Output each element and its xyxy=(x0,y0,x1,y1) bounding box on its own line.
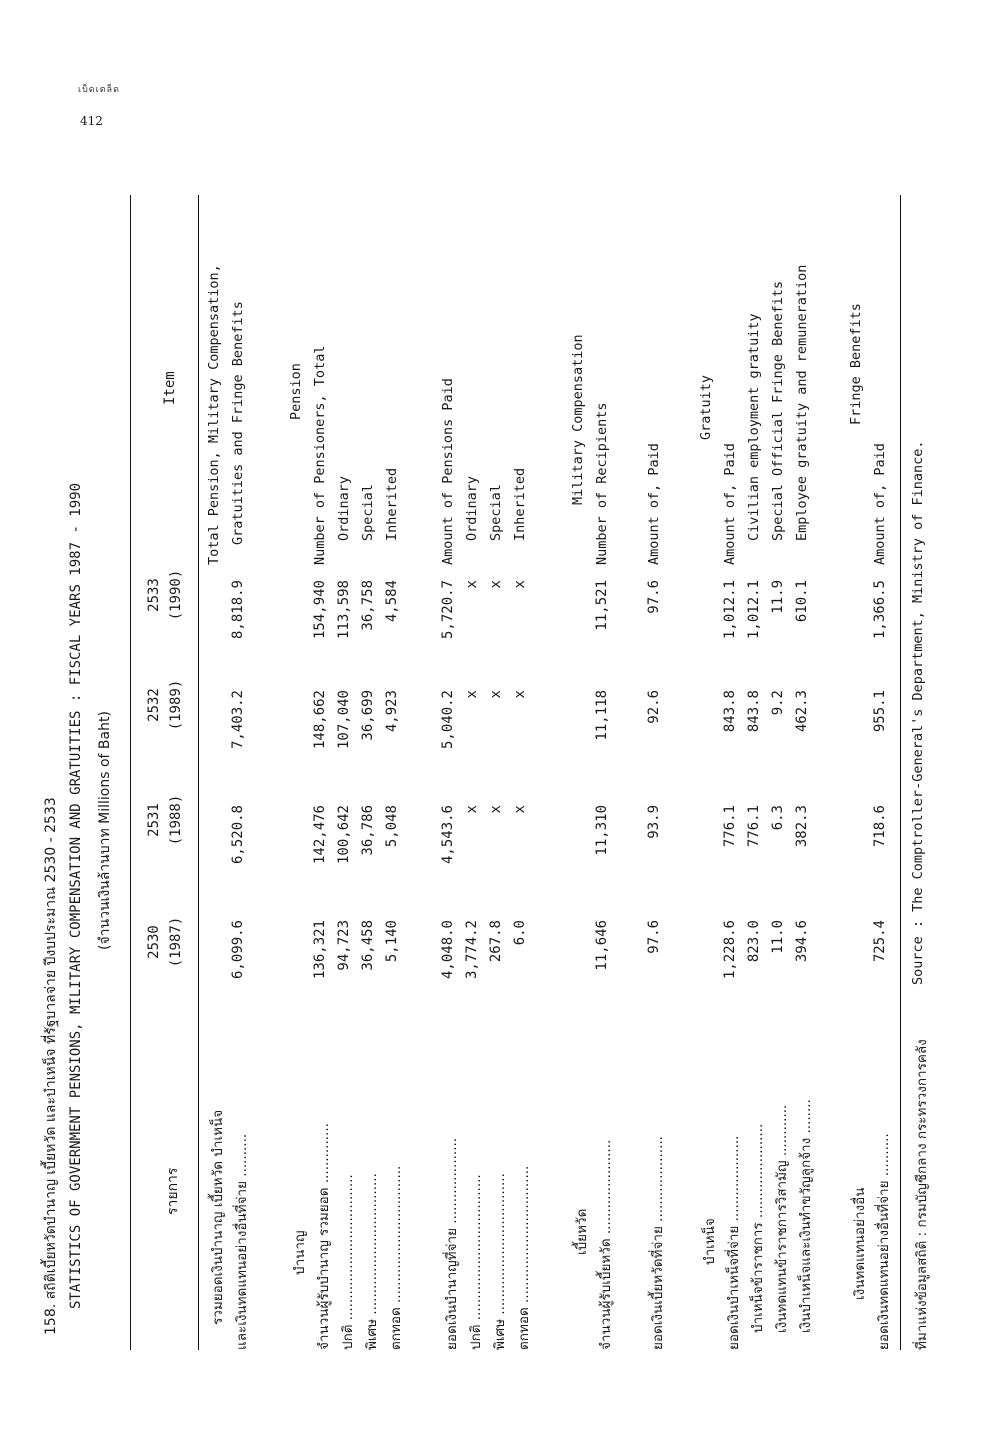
unit-note: (จำนวนเงินล้านบาท Millions of Baht) xyxy=(97,711,113,950)
gratuity-cell: 610.1 xyxy=(794,580,810,623)
running-head: เบ็ดเตล็ด xyxy=(78,85,120,95)
pension-cell: x xyxy=(488,580,504,589)
gratuity-row-en: Special Official Fringe Benefits xyxy=(770,280,786,541)
gratuity-row-en: Employee gratuity and remuneration xyxy=(794,264,810,541)
gratuity-cell: 1,012.1 xyxy=(722,580,738,640)
total-value-2: 6,520.8 xyxy=(230,805,246,865)
total-value-1: 6,099.6 xyxy=(230,920,246,980)
pension-heading-en: Pension xyxy=(288,363,304,420)
pension-row-en: Special xyxy=(360,484,376,541)
military-row-en: Amount of, Paid xyxy=(646,443,662,565)
pension-cell: 100,642 xyxy=(336,805,352,865)
pension-cell: 36,699 xyxy=(360,690,376,741)
gratuity-row-th: ยอดเงินบำเหน็จที่จ่าย .................... xyxy=(726,1135,742,1350)
page-number: 412 xyxy=(80,114,103,128)
military-heading-th: เบี้ยหวัด xyxy=(574,1208,590,1255)
pension-cell: 4,923 xyxy=(384,690,400,733)
title-en: STATISTICS OF GOVERNMENT PENSIONS, MILITARY COMPENSATION AND GRATUITIES : FISCAL YEARS 1987 - 1990 xyxy=(68,482,84,1309)
gratuity-cell: 11.0 xyxy=(770,920,786,954)
col-item-en: Item xyxy=(162,371,178,405)
top-rule xyxy=(130,195,131,1350)
military-cell: 11,646 xyxy=(594,920,610,971)
fringe-heading-th: เงินทดแทนอย่างอื่น xyxy=(852,1187,868,1300)
gratuity-cell: 776.1 xyxy=(746,805,762,848)
total-label-en-2: Gratuities and Fringe Benefits xyxy=(230,301,246,545)
pension-row-th: ปกติ .................................. xyxy=(340,1174,356,1350)
pension-row-en: Ordinary xyxy=(464,475,480,541)
col-year-3-ad: (1989) xyxy=(168,679,184,731)
gratuity-cell: 843.8 xyxy=(722,690,738,733)
pension-cell: 4,048.0 xyxy=(440,920,456,980)
col-year-4-ad: (1990) xyxy=(168,569,184,621)
pension-cell: 107,040 xyxy=(336,690,352,750)
gratuity-cell: 382.3 xyxy=(794,805,810,848)
military-cell: 11,310 xyxy=(594,805,610,856)
pension-cell: 5,040.2 xyxy=(440,690,456,750)
gratuity-row-th: บำเหน็จข้าราชการ ...................... xyxy=(750,1123,766,1333)
gratuity-heading-th: บำเหน็จ xyxy=(702,1218,718,1265)
pension-cell: x xyxy=(464,580,480,589)
gratuity-row-en: Civilian employment gratuity xyxy=(746,313,762,541)
gratuity-cell: 9.2 xyxy=(770,690,786,716)
pension-cell: 5,720.7 xyxy=(440,580,456,640)
rotated-table xyxy=(30,165,940,1405)
fringe-cell: 1,366.5 xyxy=(872,580,888,640)
pension-row-en: Ordinary xyxy=(336,475,352,541)
gratuity-cell: 6.3 xyxy=(770,805,786,831)
pension-row-en: Number of Pensioners, Total xyxy=(312,345,328,565)
pension-row-th: พิเศษ ................................. xyxy=(364,1173,380,1350)
pension-cell: 136,321 xyxy=(312,920,328,980)
pension-row-en: Special xyxy=(488,484,504,541)
military-row-en: Number of Recipients xyxy=(594,402,610,565)
military-row-th: จำนวนผู้รับเบี้ยหวัด ...................... xyxy=(598,1139,614,1350)
bottom-rule xyxy=(900,195,901,1350)
title-th: 158. สถิติเบี้ยหวัดบำนาญ เบี้ยหวัด และบำเหน็จ ที่รัฐบาลจ่าย ปีงบประมาณ 2530 - 2533 xyxy=(43,797,59,1335)
pension-cell: 4,584 xyxy=(384,580,400,623)
pension-cell: 3,774.2 xyxy=(464,920,480,980)
gratuity-cell: 776.1 xyxy=(722,805,738,848)
pension-cell: x xyxy=(488,805,504,814)
pension-row-en: Inherited xyxy=(512,467,528,541)
pension-row-th: ปกติ .................................. xyxy=(468,1174,484,1350)
pension-row-th: จำนวนผู้รับบำนาญ รวมยอด .............. xyxy=(316,1123,332,1350)
military-cell: 97.6 xyxy=(646,920,662,954)
pension-cell: 154,940 xyxy=(312,580,328,640)
fringe-row-en: Amount of, Paid xyxy=(872,443,888,565)
pension-row-th: ยอดเงินบำนาญที่จ่าย .................... xyxy=(444,1137,460,1350)
military-cell: 92.6 xyxy=(646,690,662,724)
col-year-2: 2531 xyxy=(146,803,162,837)
pension-row-th: พิเศษ ................................. xyxy=(492,1173,508,1350)
total-label-th-1: รวมยอดเงินบำนาญ เบี้ยหวัด บำเหน็จ xyxy=(210,1109,226,1325)
gratuity-cell: 843.8 xyxy=(746,690,762,733)
pension-row-en: Amount of Pensions Paid xyxy=(440,378,456,565)
pension-cell: x xyxy=(464,690,480,699)
gratuity-cell: 823.0 xyxy=(746,920,762,963)
total-label-en-1: Total Pension, Military Compensation, xyxy=(206,264,222,565)
pension-cell: 36,786 xyxy=(360,805,376,856)
col-year-1-ad: (1987) xyxy=(168,916,184,968)
gratuity-heading-en: Gratuity xyxy=(698,374,714,440)
pension-cell: 142,476 xyxy=(312,805,328,865)
gratuity-row-en: Amount of, Paid xyxy=(722,443,738,565)
gratuity-cell: 11.9 xyxy=(770,580,786,614)
pension-cell: x xyxy=(464,805,480,814)
pension-cell: x xyxy=(512,805,528,814)
military-row-th: ยอดเงินเบี้ยหวัดที่จ่าย .................... xyxy=(650,1136,666,1350)
pension-row-en: Inherited xyxy=(384,467,400,541)
military-cell: 11,118 xyxy=(594,690,610,741)
total-label-th-2: และเงินทดแทนอย่างอื่นที่จ่าย .......... xyxy=(234,1133,250,1350)
military-cell: 97.6 xyxy=(646,580,662,614)
col-year-1: 2530 xyxy=(146,925,162,959)
col-year-3: 2532 xyxy=(146,688,162,722)
pension-heading-th: บำนาญ xyxy=(292,1230,308,1275)
pension-cell: 148,662 xyxy=(312,690,328,750)
col-year-2-ad: (1988) xyxy=(168,794,184,846)
gratuity-cell: 462.3 xyxy=(794,690,810,733)
fringe-heading-en: Fringe Benefits xyxy=(848,303,864,425)
pension-cell: 113,598 xyxy=(336,580,352,640)
total-value-4: 8,818.9 xyxy=(230,580,246,640)
pension-cell: x xyxy=(512,580,528,589)
military-cell: 11,521 xyxy=(594,580,610,631)
pension-cell: 36,758 xyxy=(360,580,376,631)
source-en: Source : The Comptroller-General's Department, Ministry of Finance. xyxy=(910,440,926,985)
pension-cell: 6.0 xyxy=(512,920,528,946)
pension-row-th: ตกทอด ................................ xyxy=(388,1165,404,1350)
header-rule xyxy=(198,195,199,1350)
pension-cell: 5,048 xyxy=(384,805,400,848)
pension-cell: 36,458 xyxy=(360,920,376,971)
fringe-row-th: ยอดเงินทดแทนอย่างอื่นที่จ่าย .......... xyxy=(876,1133,892,1350)
gratuity-row-th: เงินบำเหน็จและเงินทำขวัญลูกจ้าง ........ xyxy=(798,1099,814,1333)
fringe-cell: 725.4 xyxy=(872,920,888,963)
gratuity-cell: 1,012.1 xyxy=(746,580,762,640)
fringe-cell: 718.6 xyxy=(872,805,888,848)
source-th: ที่มาแห่งข้อมูลสถิติ : กรมบัญชีกลาง กระทรวงการคลัง xyxy=(914,1039,930,1350)
col-year-4: 2533 xyxy=(146,578,162,612)
gratuity-row-th: เงินทดแทนข้าราชการวิสามัญ ............ xyxy=(774,1104,790,1333)
pension-cell: 267.8 xyxy=(488,920,504,963)
pension-cell: x xyxy=(488,690,504,699)
military-heading-en: Military Compensation xyxy=(570,334,586,505)
gratuity-cell: 394.6 xyxy=(794,920,810,963)
pension-cell: 4,543.6 xyxy=(440,805,456,865)
total-value-3: 7,403.2 xyxy=(230,690,246,750)
pension-cell: 94,723 xyxy=(336,920,352,971)
military-cell: 93.9 xyxy=(646,805,662,839)
fringe-cell: 955.1 xyxy=(872,690,888,733)
col-item-th: รายการ xyxy=(165,1167,181,1215)
gratuity-cell: 1,228.6 xyxy=(722,920,738,980)
pension-row-th: ตกทอด ................................ xyxy=(516,1165,532,1350)
pension-cell: 5,140 xyxy=(384,920,400,963)
pension-cell: x xyxy=(512,690,528,699)
